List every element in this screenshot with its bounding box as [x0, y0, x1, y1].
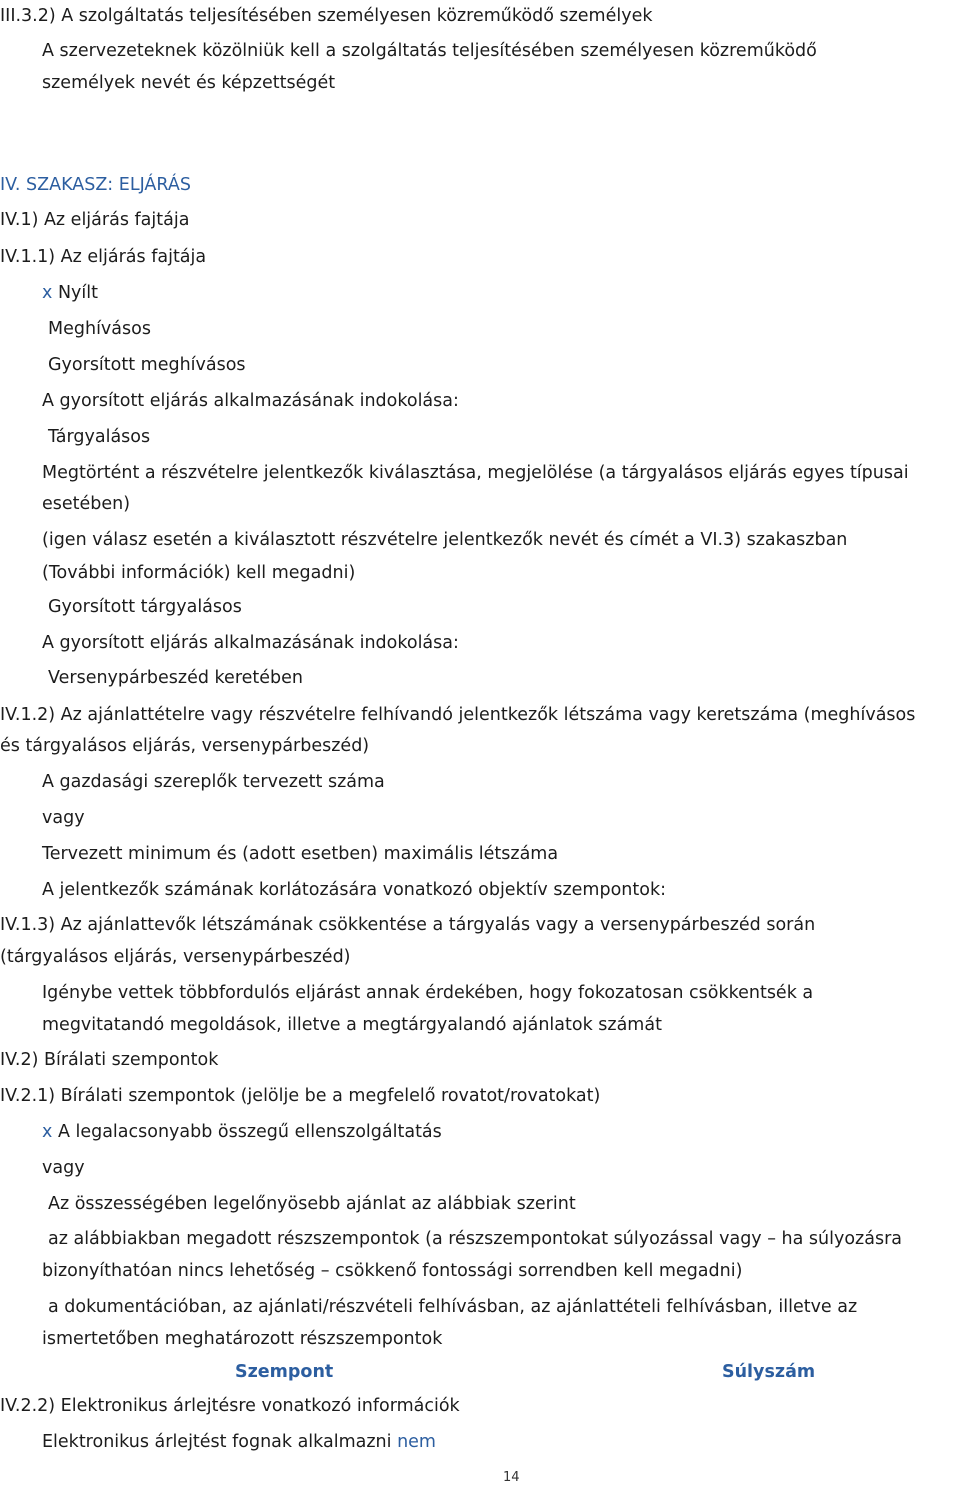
label: Elektronikus árlejtést fognak alkalmazni — [42, 1432, 392, 1452]
text-line — [42, 1430, 436, 1454]
text-line: A jelentkezők számának korlátozására vonatkozó objektív szempontok: — [42, 880, 666, 900]
heading-iv-2: IV.2) Bírálati szempontok — [0, 1050, 219, 1070]
text-line: bizonyíthatóan nincs lehetőség – csökkenő fontossági sorrendben kell megadni) — [42, 1261, 743, 1281]
option-legalacsonyabb — [42, 1120, 442, 1144]
option-meghivasos: Meghívásos — [48, 319, 151, 339]
heading-iv-2-2: IV.2.2) Elektronikus árlejtésre vonatkozó információk — [0, 1396, 460, 1416]
text-line: és tárgyalásos eljárás, versenypárbeszéd) — [0, 736, 370, 756]
text-line: vagy — [42, 808, 85, 828]
option-gyorsitott-meghivasos: Gyorsított meghívásos — [48, 355, 246, 375]
section-title-iv: IV. SZAKASZ: ELJÁRÁS — [0, 175, 191, 195]
checked-mark: x — [42, 283, 53, 303]
text-line: A gazdasági szereplők tervezett száma — [42, 772, 385, 792]
text-line: A gyorsított eljárás alkalmazásának indokolása: — [42, 633, 459, 653]
heading-iv-2-1: IV.2.1) Bírálati szempontok (jelölje be a megfelelő rovatot/rovatokat) — [0, 1086, 601, 1106]
column-header-szempont: Szempont — [235, 1362, 334, 1382]
text-line: (tárgyalásos eljárás, versenypárbeszéd) — [0, 947, 351, 967]
text-line: személyek nevét és képzettségét — [42, 73, 336, 93]
text-line: Megtörtént a részvételre jelentkezők kiválasztása, megjelölése (a tárgyalásos eljárás egyes típusai — [42, 463, 909, 483]
text-line: megvitatandó megoldások, illetve a megtárgyalandó ajánlatok számát — [42, 1015, 662, 1035]
text-line: vagy — [42, 1158, 85, 1178]
text-line: A szervezeteknek közölniük kell a szolgáltatás teljesítésében személyesen közreműködő — [42, 41, 817, 61]
option-targyalasos: Tárgyalásos — [48, 427, 151, 447]
option-versenyparbeszed: Versenypárbeszéd keretében — [48, 668, 303, 688]
option-osszessegeben: Az összességében legelőnyösebb ajánlat az alábbiak szerint — [48, 1194, 576, 1214]
text-line: (További információk) kell megadni) — [42, 563, 356, 583]
answer-value: nem — [397, 1432, 436, 1452]
heading-iv-1: IV.1) Az eljárás fajtája — [0, 210, 190, 230]
text-line: A gyorsított eljárás alkalmazásának indokolása: — [42, 391, 459, 411]
heading-iv-1-2: IV.1.2) Az ajánlattételre vagy részvételre felhívandó jelentkezők létszáma vagy keretszáma (meghívásos — [0, 705, 916, 725]
option-dokumentacioban: a dokumentációban, az ajánlati/részvételi felhívásban, az ajánlattételi felhívásban, illetve az — [48, 1297, 858, 1317]
text-line: (igen válasz esetén a kiválasztott részvételre jelentkezők nevét és címét a VI.3) szakaszban — [42, 530, 848, 550]
text-line: esetében) — [42, 494, 131, 514]
page-number: 14 — [503, 1470, 520, 1485]
option-label: Nyílt — [57, 283, 98, 303]
section-heading-iii-3-2: III.3.2) A szolgáltatás teljesítésében személyesen közreműködő személyek — [0, 6, 653, 26]
checked-mark: x — [42, 1122, 53, 1142]
heading-iv-1-1: IV.1.1) Az eljárás fajtája — [0, 247, 207, 267]
option-gyorsitott-targyalasos: Gyorsított tárgyalásos — [48, 597, 242, 617]
option-reszszempontok: az alábbiakban megadott részszempontok (a részszempontokat súlyozással vagy – ha súlyozásra — [48, 1229, 902, 1249]
text-line: Igénybe vettek többfordulós eljárást annak érdekében, hogy fokozatosan csökkentsék a — [42, 983, 814, 1003]
column-header-sulyszam: Súlyszám — [722, 1362, 816, 1382]
option-nyilt — [42, 281, 98, 305]
heading-iv-1-3: IV.1.3) Az ajánlattevők létszámának csökkentése a tárgyalás vagy a versenypárbeszéd során — [0, 915, 816, 935]
option-label: A legalacsonyabb összegű ellenszolgáltatás — [57, 1122, 442, 1142]
text-line: ismertetőben meghatározott részszempontok — [42, 1329, 443, 1349]
text-line: Tervezett minimum és (adott esetben) maximális létszáma — [42, 844, 559, 864]
